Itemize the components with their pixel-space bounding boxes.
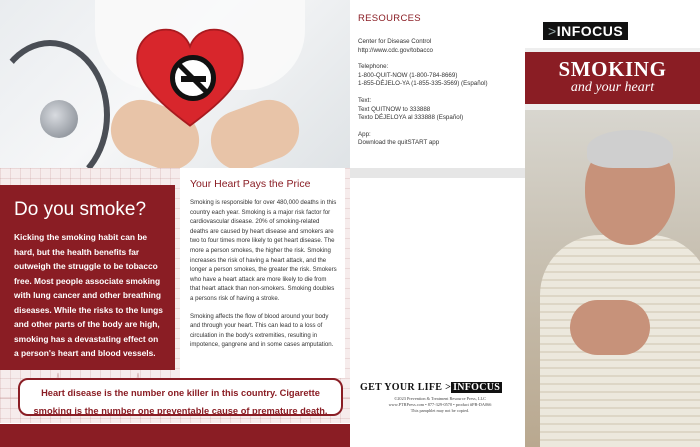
callout-line-2: smoking is the number one preventable cause of premature death. — [33, 406, 328, 416]
cdc-url-link[interactable]: http://www.cdc.gov/tobacco — [358, 46, 433, 54]
telephone-1: 1-800-QUIT-NOW (1-800-784-8669) — [358, 71, 458, 79]
text-label: Text: — [358, 96, 372, 104]
bottom-accent-bar — [0, 424, 350, 447]
app-label: App: — [358, 130, 371, 138]
resource-app — [358, 131, 517, 148]
copyright-line-2: www.PTRPress.com • 877-329-0570 • product #PB-DA066 — [388, 401, 492, 407]
no-smoking-icon — [170, 55, 216, 101]
man-hair — [587, 130, 673, 168]
text-1: Text QUITNOW to 333888 — [358, 105, 431, 113]
resources-divider — [350, 168, 525, 178]
publisher-copyright — [360, 396, 520, 413]
get-your-life-logo — [360, 382, 520, 393]
app-1: Download the quitSTART app — [358, 139, 440, 147]
man-hand-on-chest — [570, 300, 650, 355]
article-your-heart — [180, 168, 345, 378]
stethoscope-icon — [40, 100, 78, 138]
cdc-name: Center for Disease Control — [358, 38, 432, 45]
article-title: Your Heart Pays the Price — [190, 178, 311, 190]
logo-prefix: GET YOUR LIFE — [360, 382, 443, 393]
text-2: Texto DÉJELOYA al 333888 (Español) — [358, 114, 464, 122]
cover-header — [525, 0, 700, 48]
infocus-arrow: > — [548, 23, 557, 39]
telephone-label: Telephone: — [358, 63, 389, 71]
do-you-smoke-box — [0, 185, 175, 370]
hero-photo-hands-heart — [0, 0, 350, 168]
cover-title-block — [525, 52, 700, 104]
logo-arrow: > — [445, 382, 452, 393]
resources-heading: RESOURCES — [358, 13, 421, 24]
resource-cdc — [358, 38, 517, 55]
resource-telephone — [358, 63, 517, 89]
copyright-line-1: ©2023 Prevention & Treatment Resource Press, LLC — [394, 396, 486, 401]
do-you-smoke-heading: Do you smoke? — [14, 199, 147, 220]
publisher-brand — [360, 382, 520, 413]
callout-line-1: Heart disease is the number one killer in this country. Cigarette — [41, 388, 320, 398]
cover-title: SMOKING — [558, 57, 667, 81]
resources-block — [350, 0, 525, 168]
callout-box — [18, 378, 343, 416]
infocus-text: INFOCUS — [556, 23, 624, 39]
resources-panel — [350, 0, 525, 447]
copyright-line-3: This pamphlet may not be copied. — [410, 407, 470, 413]
article-paragraph-1: Smoking is responsible for over 480,000 deaths in this country each year. Smoking is a major risk factor for cardiovascular disease. 20% of smoking-related deaths are caused by heart disease and smokers are two to four times more likely to get heart disease. The more a person smokes, the higher the risk. Smoking increases the risk of having a heart attack, and the longer a person smokes, the greater the risk. Smokers who have a heart attack are more likely to die from that heart attack than non-smokers. Smoking doubles a persons risk of having a stroke. — [190, 199, 337, 302]
logo-suffix: INFOCUS — [453, 382, 501, 393]
cover-subtitle: and your heart — [570, 80, 655, 95]
telephone-2: 1-855-DÉJELO-YA (1-855-335-3569) (Español) — [358, 80, 488, 88]
infocus-logo — [543, 22, 628, 40]
cover-panel — [525, 0, 700, 447]
article-paragraph-2: Smoking affects the flow of blood around your body and through your heart. This can lead to a loss of circulation in the body's extremities, resulting in impotence, gangrene and in some cases amputation. — [190, 312, 334, 349]
resource-text — [358, 97, 517, 123]
do-you-smoke-body: Kicking the smoking habit can be hard, but the health benefits far outweigh the struggle to be tobacco free. Most people associate smoking with lung cancer and other breathing diseases. While the risks to the lungs and other parts of the body are high, smoking has a devastating effect on a person's heart and blood vessels. — [14, 232, 163, 358]
